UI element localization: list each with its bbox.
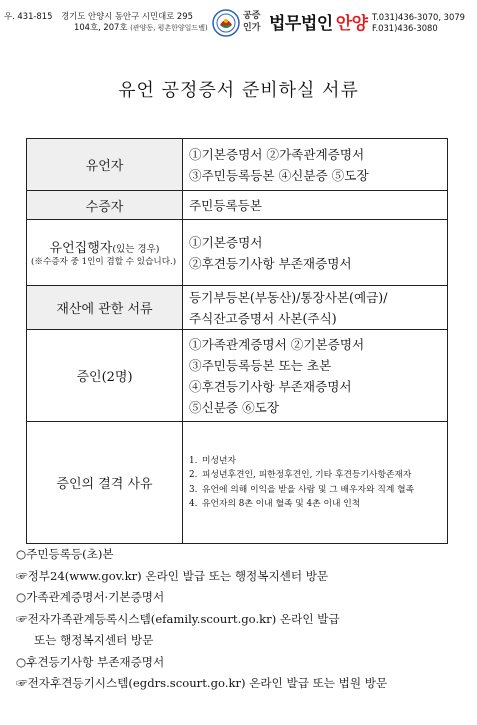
testator-docs [183, 139, 448, 191]
letterhead [0, 0, 477, 46]
guide-line: ○가족관계증명서·기본증명서 [16, 590, 165, 604]
property-docs-line2: 주식잔고증명서 사본(주식) [189, 310, 337, 326]
guide-line: ☞전자후견등기시스템(egdrs.scourt.go.kr) 온라인 발급 또는 법원 방문 [16, 676, 388, 690]
witness-docs-line3: ④후견등기사항 부존재증명서 [189, 378, 352, 394]
address-line2-main: 104호, 207호 [74, 22, 128, 32]
executor-label: 유언집행자 [49, 240, 113, 256]
table-row [27, 330, 448, 422]
table-row [27, 286, 448, 330]
disqualification-label: 증인의 결격 사유 [27, 422, 183, 544]
testator-docs-line1: ①기본증명서 ②가족관계증명서 [189, 146, 365, 162]
list-item-text: 미성년자 [202, 455, 236, 466]
zip-code: 우. 431-815 [4, 11, 53, 21]
tel-number: T.031)436-3070, 3079 [372, 12, 465, 22]
property-docs-line1: 등기부등본(부동산)/통장사본(예금)/ [189, 289, 388, 305]
guide-line: ○주민등록등(초)본 [16, 547, 114, 561]
beneficiary-docs: 주민등록등본 [183, 191, 448, 220]
list-item-text: 피성년후견인, 피한정후견인, 기타 후견등기사항존재자 [202, 470, 412, 480]
witness-docs [183, 330, 448, 422]
testator-docs-line2: ③주민등록등본 ④신분증 ⑤도장 [189, 167, 369, 183]
witness-docs-line4: ⑤신분증 ⑥도장 [189, 399, 280, 415]
witness-label: 증인(2명) [27, 330, 183, 422]
witness-docs-line1: ①가족관계증명서 ②기본증명서 [189, 336, 365, 352]
firm-address [4, 11, 208, 34]
list-item-number: 2. [189, 470, 198, 480]
property-label: 재산에 관한 서류 [27, 286, 183, 330]
executor-label-cell [27, 220, 183, 286]
table-row [27, 220, 448, 286]
list-item-number: 4. [189, 499, 198, 509]
disqualification-list [189, 452, 447, 514]
list-item-text: 유언에 의해 이익을 받을 사람 및 그 배우자와 직계 혈족 [202, 484, 415, 495]
executor-note: (※수증자 중 1인이 겸할 수 있습니다.) [31, 256, 177, 267]
list-item-text: 유언자의 8촌 이내 혈족 및 4촌 이내 인척 [202, 499, 361, 509]
beneficiary-label: 수증자 [27, 191, 183, 220]
notary-badge-line2: 인가 [243, 23, 261, 33]
executor-docs-line2: ②후견등기사항 부존재증명서 [189, 255, 352, 271]
document-title: 유언 공정증서 준비하실 서류 [118, 80, 359, 101]
notary-badge-line1: 공증 [243, 11, 261, 21]
required-documents-table [26, 138, 448, 544]
list-item-number: 1. [189, 455, 198, 466]
executor-docs-line1: ①기본증명서 [189, 234, 263, 250]
table-row [27, 422, 448, 544]
disqualification-list-cell [183, 422, 448, 544]
executor-label-small: (있는 경우) [112, 243, 160, 255]
notary-badge [243, 10, 260, 34]
list-item [189, 497, 447, 512]
testator-label: 유언자 [27, 139, 183, 191]
property-docs [183, 286, 448, 330]
list-item-number: 3. [189, 484, 198, 495]
firm-contacts [372, 12, 465, 34]
list-item [189, 454, 447, 469]
table-row [27, 139, 448, 191]
firm-city: 안양 [335, 14, 368, 34]
guide-line: ☞전자가족관계등록시스템(efamily.scourt.go.kr) 온라인 발급 [16, 611, 340, 626]
firm-name [269, 9, 368, 34]
seal-logo-icon [212, 9, 240, 37]
list-item [189, 468, 447, 483]
firm-name-text: 법무법인 [269, 14, 333, 34]
table-row [27, 191, 448, 220]
guide-line: ○후견등기사항 부존재증명서 [16, 654, 165, 669]
guide-line: ☞정부24(www.gov.kr) 온라인 발급 또는 행정복지센터 방문 [16, 568, 329, 583]
witness-docs-line2: ③주민등록등본 또는 초본 [189, 357, 332, 373]
guide-line: 또는 행정복지센터 방문 [34, 633, 154, 647]
executor-docs [183, 220, 448, 286]
address-line2-sub: (관양동, 평촌한양일드벨) [130, 24, 208, 32]
address-line1: 경기도 안양시 동안구 시민대로 295 [61, 11, 193, 21]
issuance-guide [16, 544, 468, 695]
list-item [189, 483, 447, 498]
fax-number: F.031)436-3080 [372, 23, 438, 33]
